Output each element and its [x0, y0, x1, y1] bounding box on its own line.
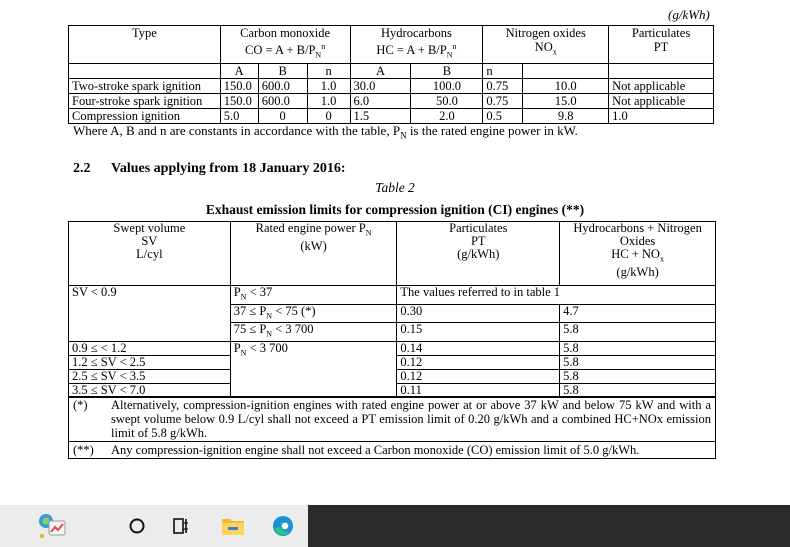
- footnote-text: Any compression-ignition engine shall not exceed a Carbon monoxide (CO) emission limit of 5.0 g/kWh.: [111, 443, 640, 457]
- cell-hc-a: 30.0: [350, 78, 411, 93]
- header-pt: Particulates PT: [609, 26, 714, 64]
- subheader-hc-n: n: [483, 63, 523, 78]
- cell-pt: Not applicable: [609, 93, 714, 108]
- taskbar: [0, 505, 790, 547]
- cell-co-n: 1.0: [307, 78, 350, 93]
- ci-emission-limits-table: [68, 221, 716, 398]
- cell-pt: 0.11: [397, 383, 560, 397]
- cell-co-b: 0: [258, 108, 307, 123]
- footnote-mark: (*): [73, 398, 88, 412]
- footnote-mark: (**): [73, 443, 94, 457]
- subheader-co-n: n: [307, 63, 350, 78]
- header-co: Carbon monoxide CO = $A + B/P_N^n$: [220, 26, 350, 64]
- table-row: [69, 286, 716, 305]
- cell-nox: 9.8: [523, 108, 609, 123]
- cell-co-n: 0: [307, 108, 350, 123]
- start-circle-icon[interactable]: [120, 511, 154, 541]
- cell-hc-b: 2.0: [411, 108, 483, 123]
- header-rated-power: Rated engine power $P_N$ (kW): [230, 222, 397, 286]
- table-row: [69, 341, 716, 355]
- cell-co-a: 150.0: [220, 93, 258, 108]
- cell-sv: SV < 0.9: [69, 286, 231, 342]
- cell-sv: 0.9 ≤ < 1.2: [69, 341, 231, 355]
- header-swept-volume: Swept volume SV L/cyl: [69, 222, 231, 286]
- cell-hc-b: 100.0: [411, 78, 483, 93]
- footnote-text: Alternatively, compression-ignition engines with rated engine power at or above 37 kW and below 75 kW and with a swept volume below 0.9 L/cyl shall not exceed a PT emission limit of 0.20 g/kWh and a combined HC+NOx emission limit of 5.8 g/kWh.: [111, 398, 711, 440]
- footnotes-box: [68, 396, 716, 459]
- cell-pt: 0.12: [397, 369, 560, 383]
- table-row: [69, 108, 714, 123]
- cell-hc-n: 0.75: [483, 93, 523, 108]
- cell-pt: 0.14: [397, 341, 560, 355]
- cell-hc: 5.8: [560, 323, 716, 342]
- subheader-row: [69, 63, 714, 78]
- cell-hc: 5.8: [560, 355, 716, 369]
- cell-power: $37 \le P_N < 75$ (*): [230, 304, 397, 323]
- task-view-icon[interactable]: [164, 511, 198, 541]
- chart-app-icon[interactable]: [35, 511, 69, 541]
- header-type: Type: [69, 26, 221, 64]
- table-row: [69, 93, 714, 108]
- unit-label: (g/kWh): [668, 7, 710, 22]
- table2-title: Exhaust emission limits for compression ignition (CI) engines (**): [205, 202, 585, 217]
- cell-pt: Not applicable: [609, 78, 714, 93]
- header-nox: Nitrogen oxides $NO_x$: [483, 26, 609, 64]
- footnote: [69, 441, 715, 458]
- cell-co-a: 5.0: [220, 108, 258, 123]
- cell-hc-n: 0.75: [483, 78, 523, 93]
- cell-hc-a: 6.0: [350, 93, 411, 108]
- subheader-hc-b: B: [411, 63, 483, 78]
- cell-nox: 15.0: [523, 93, 609, 108]
- cell-pt: 1.0: [609, 108, 714, 123]
- table1-note: Where A, B and n are constants in accordance with the table, $P_N$ is the rated engine power in kW.: [73, 123, 578, 141]
- table2-caption: Table 2: [375, 180, 415, 195]
- cell-power: $P_N < 37$: [230, 286, 397, 305]
- edge-browser-icon[interactable]: [266, 511, 300, 541]
- cell-sv: 3.5 ≤ SV < 7.0: [69, 383, 231, 397]
- subheader-co-a: A: [220, 63, 258, 78]
- section-heading: 2.2 Values applying from 18 January 2016:: [73, 161, 346, 176]
- header-particulates: Particulates PT (g/kWh): [397, 222, 560, 286]
- cell-hc: 5.8: [560, 341, 716, 355]
- cell-co-n: 1.0: [307, 93, 350, 108]
- cell-co-b: 600.0: [258, 93, 307, 108]
- cell-sv: 1.2 ≤ SV < 2.5: [69, 355, 231, 369]
- taskbar-dark-region: [308, 505, 790, 547]
- subheader-co-b: B: [258, 63, 307, 78]
- cell-hc-a: 1.5: [350, 108, 411, 123]
- cell-co-a: 150.0: [220, 78, 258, 93]
- file-explorer-icon[interactable]: [216, 511, 250, 541]
- cell-nox: 10.0: [523, 78, 609, 93]
- table-row: [69, 78, 714, 93]
- subheader-hc-a: A: [350, 63, 411, 78]
- cell-power: $75 \le P_N < 3$ 700: [230, 323, 397, 342]
- cell-referred: The values referred to in table 1: [397, 286, 716, 305]
- cell-hc: 4.7: [560, 304, 716, 323]
- cell-hc-b: 50.0: [411, 93, 483, 108]
- cell-hc: 5.8: [560, 369, 716, 383]
- footnote: [69, 397, 715, 441]
- row-type: Compression ignition: [69, 108, 221, 123]
- row-type: Two-stroke spark ignition: [69, 78, 221, 93]
- emission-constants-table: [68, 25, 714, 124]
- cell-pt: 0.15: [397, 323, 560, 342]
- cell-pt: 0.30: [397, 304, 560, 323]
- cell-power: $P_N < 3$ 700: [230, 341, 397, 397]
- cell-sv: 2.5 ≤ SV < 3.5: [69, 369, 231, 383]
- row-type: Four-stroke spark ignition: [69, 93, 221, 108]
- header-hc-nox: Hydrocarbons + Nitrogen Oxides HC + $NO_x$ (g/kWh): [560, 222, 716, 286]
- cell-pt: 0.12: [397, 355, 560, 369]
- cell-hc: 5.8: [560, 383, 716, 397]
- cell-hc-n: 0.5: [483, 108, 523, 123]
- cell-co-b: 600.0: [258, 78, 307, 93]
- header-hc: Hydrocarbons HC = $A + B/P_N^n$: [350, 26, 483, 64]
